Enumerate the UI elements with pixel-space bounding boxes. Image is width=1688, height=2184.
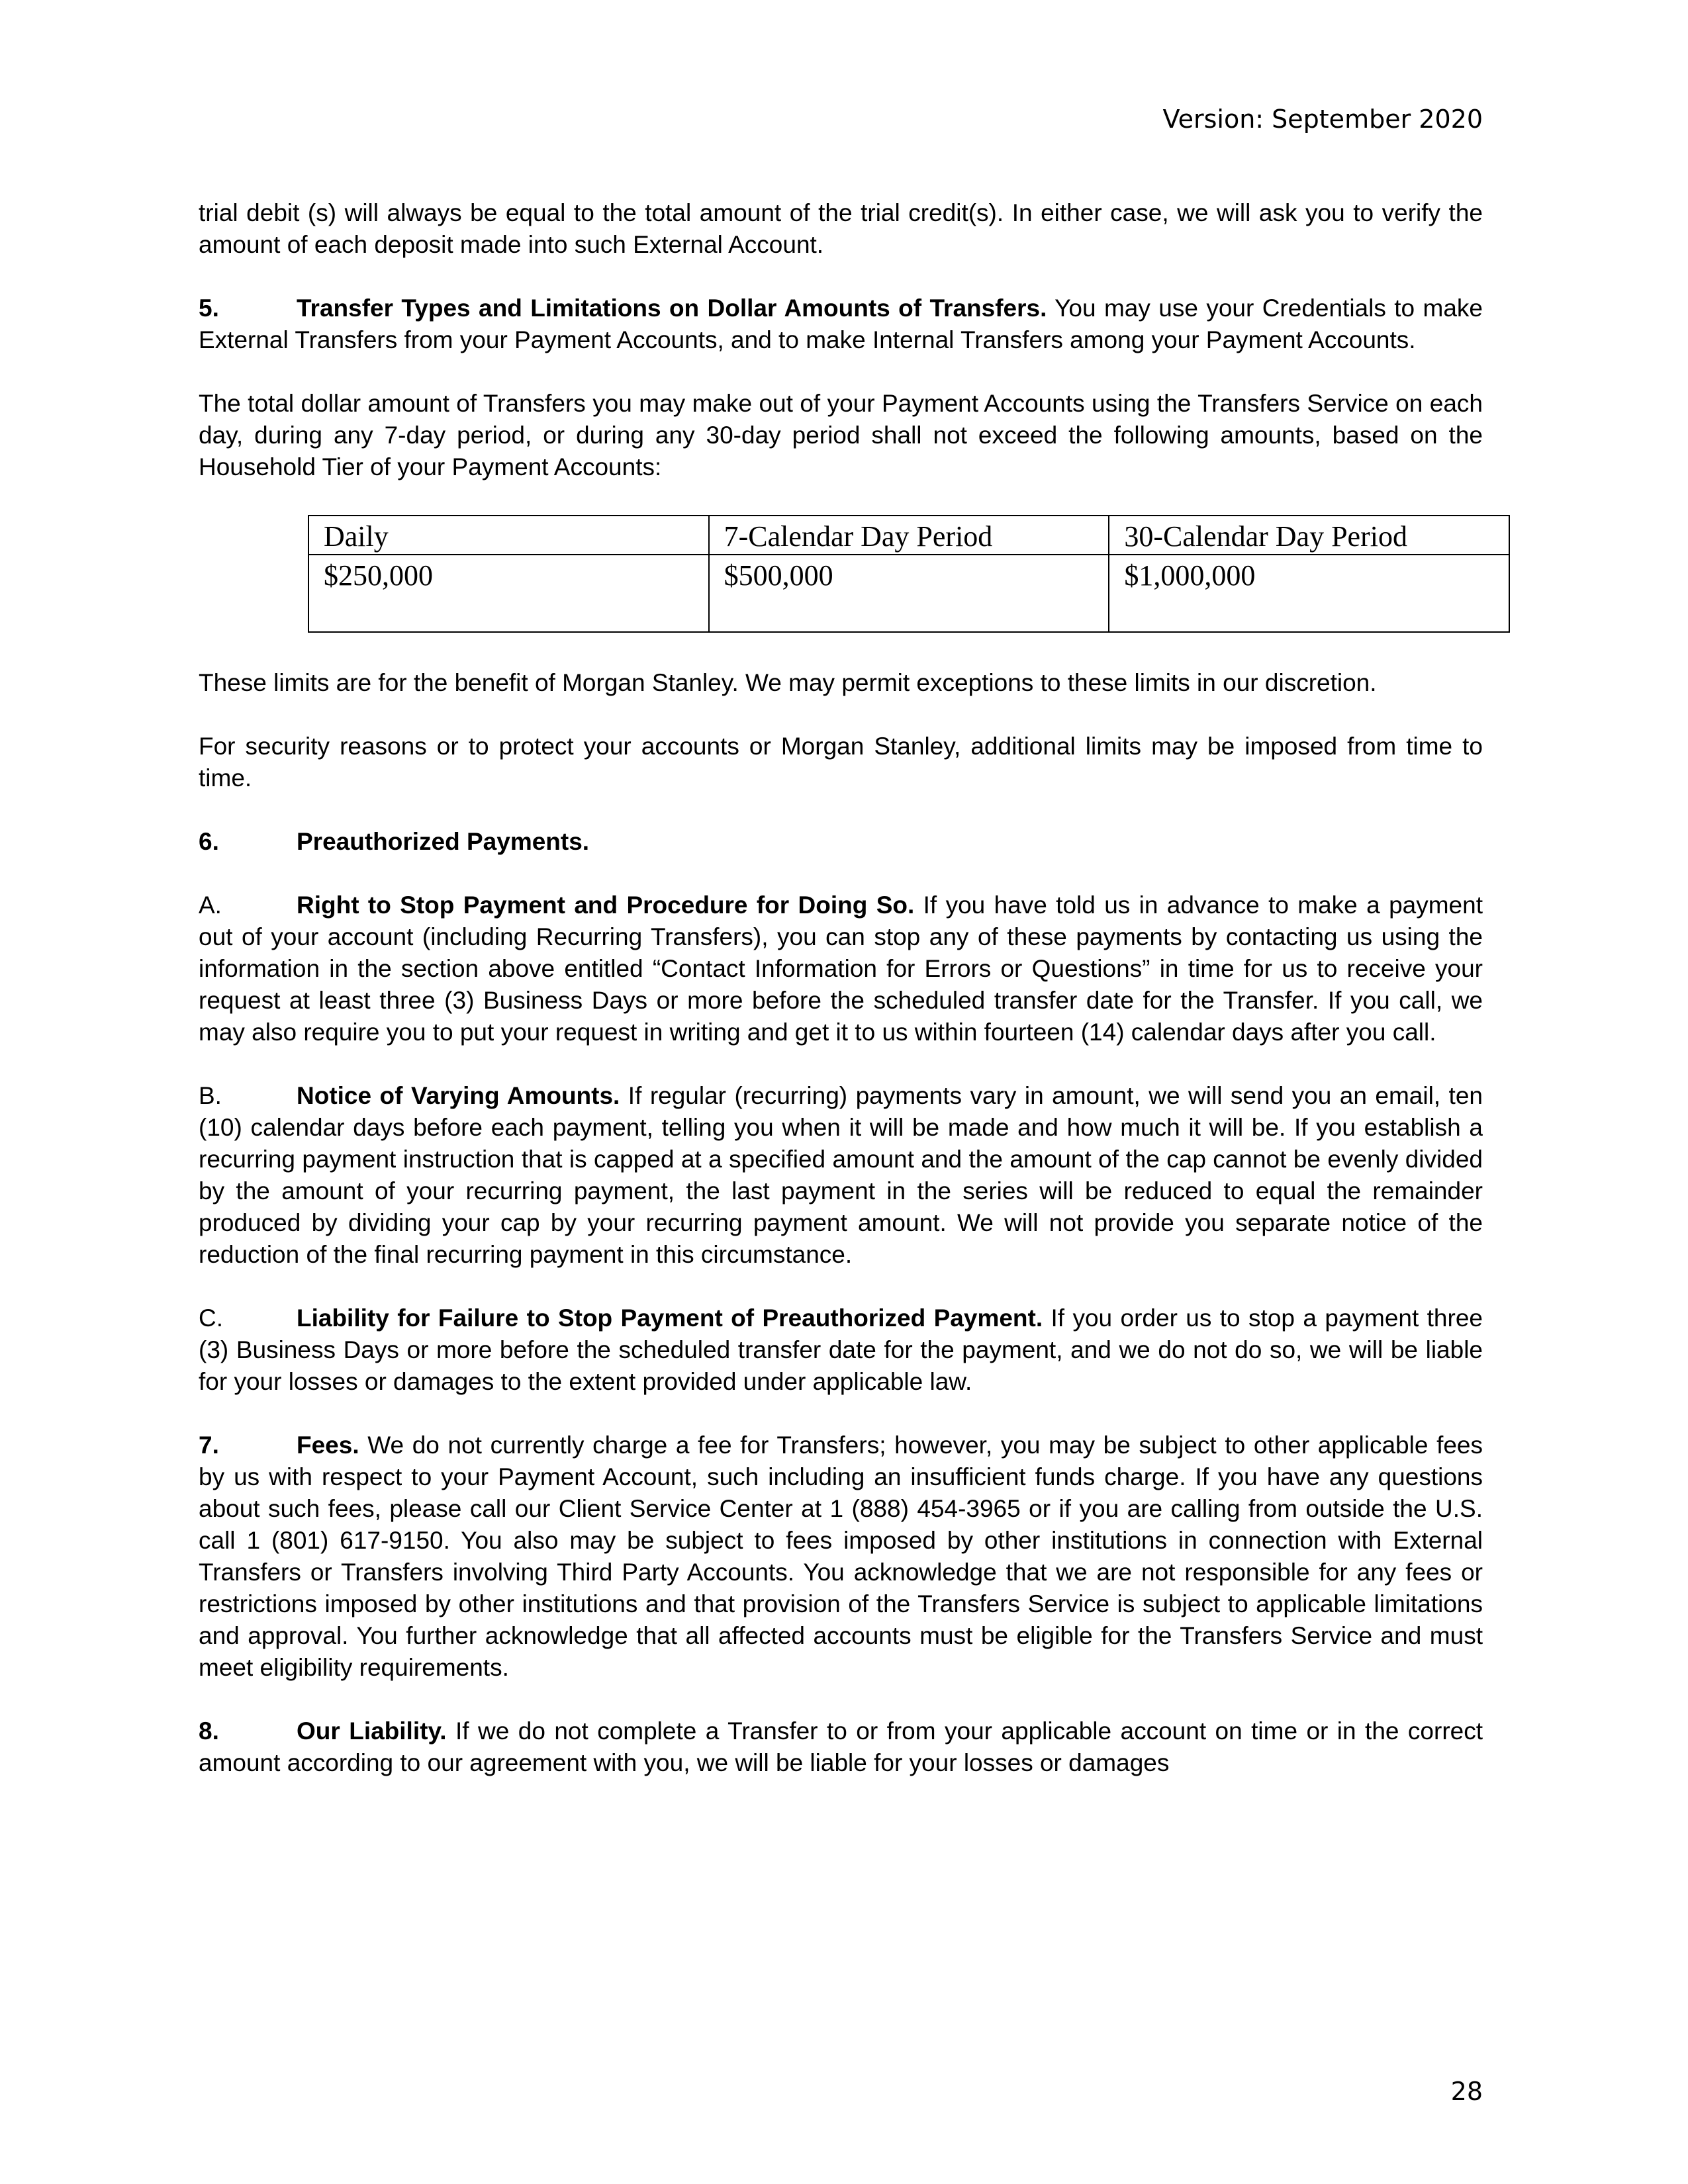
section-5-paragraph-3: These limits are for the benefit of Morgan Stanley. We may permit exceptions to these limits in our discretion. — [199, 669, 1377, 696]
table-cell-30-day: $1,000,000 — [1109, 555, 1509, 632]
table-header-7-day: 7-Calendar Day Period — [709, 516, 1109, 555]
section-5 — [199, 293, 1483, 356]
section-6b-label: B. — [199, 1082, 222, 1109]
section-6c-title: Liability for Failure to Stop Payment of Preauthorized Payment. — [297, 1304, 1043, 1332]
section-6-number: 6. — [199, 828, 219, 855]
section-6b-text: If regular (recurring) payments vary in amount, we will send you an email, ten (10) calendar days before each payment, telling you when it will be made and how much it will be. If you establish a recurring payment instruction that is capped at a specified amount and the amount of the cap cannot be evenly divided by the amount of your recurring payment, the last payment in the series will be reduced to equal the remainder produced by dividing your cap by your recurring payment amount. We will not provide you separate notice of the reduction of the final recurring payment in this circumstance. — [199, 1082, 1483, 1268]
section-6a-label: A. — [199, 891, 222, 919]
section-6c — [199, 1302, 1483, 1398]
table-header-row — [308, 516, 1509, 555]
section-7-title: Fees. — [297, 1432, 359, 1459]
intro-paragraph: trial debit (s) will always be equal to the total amount of the trial credit(s). In either case, we will ask you to verify the amount of each deposit made into such External Account. — [199, 199, 1483, 258]
table-header-daily: Daily — [308, 516, 709, 555]
section-7-number: 7. — [199, 1432, 219, 1459]
section-6-heading — [199, 826, 1483, 858]
section-6c-label: C. — [199, 1304, 223, 1332]
table-cell-7-day: $500,000 — [709, 555, 1109, 632]
version-label: Version: September 2020 — [1162, 105, 1483, 134]
section-6-title: Preauthorized Payments. — [297, 828, 590, 855]
section-5-paragraph-4: For security reasons or to protect your accounts or Morgan Stanley, additional limits may be imposed from time to time. — [199, 733, 1483, 792]
section-5-text: You may use your Credentials to make External Transfers from your Payment Accounts, and to make Internal Transfers among your Payment Accounts. — [199, 295, 1483, 353]
table-row — [308, 555, 1509, 632]
section-6b-title: Notice of Varying Amounts. — [297, 1082, 620, 1109]
section-8-text: If we do not complete a Transfer to or from your applicable account on time or in the correct amount according to our agreement with you, we will be liable for your losses or damages — [199, 1717, 1483, 1776]
section-7 — [199, 1430, 1483, 1684]
section-8-number: 8. — [199, 1717, 219, 1745]
transfer-limits-table — [308, 515, 1510, 633]
document-body — [199, 197, 1483, 1811]
page-number: 28 — [1450, 2077, 1483, 2106]
section-6b — [199, 1080, 1483, 1271]
section-6a-title: Right to Stop Payment and Procedure for Doing So. — [297, 891, 915, 919]
section-6a — [199, 889, 1483, 1048]
section-5-title: Transfer Types and Limitations on Dollar Amounts of Transfers. — [297, 295, 1047, 322]
section-5-number: 5. — [199, 295, 219, 322]
section-6c-text: If you order us to stop a payment three (3) Business Days or more before the scheduled transfer date for the payment, and we do not do so, we will be liable for your losses or damages to the extent provided under applicable law. — [199, 1304, 1483, 1395]
table-cell-daily: $250,000 — [308, 555, 709, 632]
section-6a-text: If you have told us in advance to make a payment out of your account (including Recurring Transfers), you can stop any of these payments by contacting us using the information in the section above entitled “Contact Information for Errors or Questions” in time for us to receive your request at least three (3) Business Days or more before the scheduled transfer date for the Transfer. If you call, we may also require you to put your request in writing and get it to us within fourteen (14) calendar days after you call. — [199, 891, 1483, 1046]
section-7-text: We do not currently charge a fee for Transfers; however, you may be subject to other applicable fees by us with respect to your Payment Account, such including an insufficient funds charge. If you have any questions about such fees, please call our Client Service Center at 1 (888) 454-3965 or if you are calling from outside the U.S. call 1 (801) 617-9150. You also may be subject to fees imposed by other institutions in connection with External Transfers or Transfers involving Third Party Accounts. You acknowledge that we are not responsible for any fees or restrictions imposed by other institutions and that provision of the Transfers Service is subject to applicable limitations and approval. You further acknowledge that all affected accounts must be eligible for the Transfers Service and must meet eligibility requirements. — [199, 1432, 1483, 1681]
section-8-title: Our Liability. — [297, 1717, 447, 1745]
table-header-30-day: 30-Calendar Day Period — [1109, 516, 1509, 555]
section-5-paragraph-2: The total dollar amount of Transfers you may make out of your Payment Accounts using the Transfers Service on each day, during any 7-day period, or during any 30-day period shall not exceed the following amounts, based on the Household Tier of your Payment Accounts: — [199, 390, 1483, 480]
section-8 — [199, 1715, 1483, 1779]
